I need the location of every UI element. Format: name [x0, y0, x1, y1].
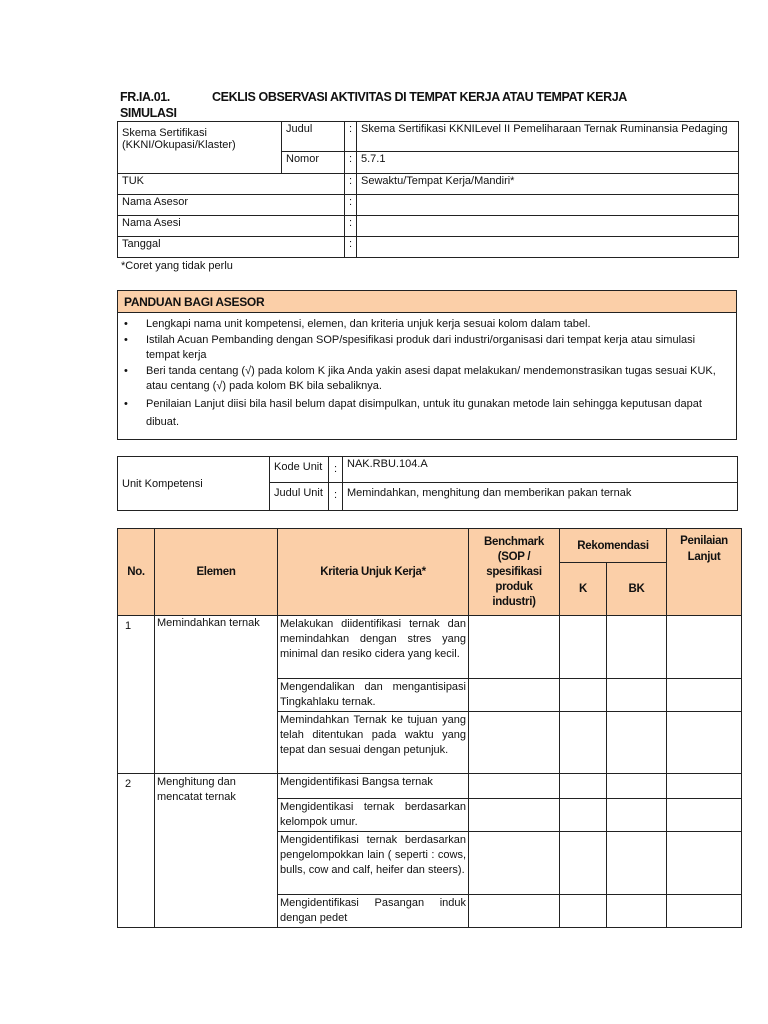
nomor-label: Nomor	[282, 152, 345, 174]
header-rekomendasi: Rekomendasi	[560, 529, 667, 563]
bk-checkbox-cell[interactable]	[607, 712, 667, 774]
judul-label: Judul	[282, 122, 345, 152]
unit-label: Unit Kompetensi	[118, 457, 270, 511]
k-checkbox-cell[interactable]	[560, 712, 607, 774]
benchmark-cell[interactable]	[469, 679, 560, 712]
table-row	[118, 616, 742, 679]
k-checkbox-cell[interactable]	[560, 895, 607, 928]
kuk-cell: Memindahkan Ternak ke tujuan yang telah ditentukan pada waktu yang tepat dan sesuai dengan petunjuk.	[278, 712, 469, 774]
k-checkbox-cell[interactable]	[560, 832, 607, 895]
table-row	[118, 774, 742, 799]
row-number: 2	[118, 774, 155, 928]
bullet-icon: •	[124, 364, 128, 377]
tanggal-label: Tanggal	[118, 237, 345, 258]
form-code: FR.IA.01.	[120, 90, 170, 104]
form-title: CEKLIS OBSERVASI AKTIVITAS DI TEMPAT KERJA ATAU TEMPAT KERJA	[212, 90, 627, 104]
header-no: No.	[118, 529, 155, 616]
elemen-cell: Memindahkan ternak	[155, 616, 278, 774]
penilaian-cell[interactable]	[667, 799, 742, 832]
penilaian-cell[interactable]	[667, 679, 742, 712]
bk-checkbox-cell[interactable]	[607, 895, 667, 928]
header-elemen: Elemen	[155, 529, 278, 616]
nama-asesor-label: Nama Asesor	[118, 195, 345, 216]
penilaian-cell[interactable]	[667, 895, 742, 928]
penilaian-cell[interactable]	[667, 832, 742, 895]
bullet-icon: •	[124, 318, 128, 330]
skema-label: Skema Sertifikasi	[122, 127, 207, 139]
k-checkbox-cell[interactable]	[560, 616, 607, 679]
benchmark-cell[interactable]	[469, 616, 560, 679]
nama-asesi-label: Nama Asesi	[118, 216, 345, 237]
elemen-cell: Menghitung dan mencatat ternak	[155, 774, 278, 928]
kuk-cell: Mengidentifikasi Bangsa ternak	[278, 774, 469, 799]
colon: :	[345, 174, 357, 195]
kuk-cell: Mengidentifikasi ternak berdasarkan pengelompokkan lain ( seperti : cows, bulls, cow and calf, heifer dan steers).	[278, 832, 469, 895]
bullet-icon: •	[124, 333, 128, 346]
bk-checkbox-cell[interactable]	[607, 832, 667, 895]
checklist-table	[117, 528, 742, 928]
skema-sublabel: (KKNI/Okupasi/Klaster)	[122, 139, 236, 151]
tanggal-value[interactable]	[357, 237, 739, 258]
colon: :	[345, 237, 357, 258]
scheme-info-table	[117, 121, 739, 258]
panduan-item: • Penilaian Lanjut diisi bila hasil belum dapat disimpulkan, untuk itu gunakan metode lain sehingga keputusan dapat dibuat.	[124, 395, 724, 431]
judul-unit-label: Judul Unit	[270, 483, 329, 511]
panduan-title: PANDUAN BAGI ASESOR	[118, 291, 736, 313]
penilaian-cell[interactable]	[667, 774, 742, 799]
footnote: *Coret yang tidak perlu	[121, 260, 233, 272]
k-checkbox-cell[interactable]	[560, 679, 607, 712]
colon: :	[329, 483, 343, 511]
nama-asesi-value[interactable]	[357, 216, 739, 237]
tuk-label: TUK	[118, 174, 345, 195]
benchmark-cell[interactable]	[469, 895, 560, 928]
kode-unit-label: Kode Unit	[270, 457, 329, 483]
header-penilaian-lanjut: Penilaian Lanjut	[667, 529, 742, 616]
bk-checkbox-cell[interactable]	[607, 679, 667, 712]
panduan-item: • Lengkapi nama unit kompetensi, elemen, dan kriteria unjuk kerja sesuai kolom dalam tabel.	[124, 317, 724, 333]
panduan-item: • Beri tanda centang (√) pada kolom K jika Anda yakin asesi dapat melakukan/ mendemonstrasikan tugas sesuai KUK, atau centang (√) pada kolom BK bila sebaliknya.	[124, 364, 716, 392]
k-checkbox-cell[interactable]	[560, 799, 607, 832]
nama-asesor-value[interactable]	[357, 195, 739, 216]
penilaian-cell[interactable]	[667, 616, 742, 679]
penilaian-cell[interactable]	[667, 712, 742, 774]
colon: :	[345, 195, 357, 216]
panduan-item: • Istilah Acuan Pembanding dengan SOP/spesifikasi produk dari industri/organisasi dari tempat kerja atau simulasi tempat kerja	[124, 333, 696, 361]
kuk-cell: Melakukan diidentifikasi ternak dan memindahkan dengan stres yang minimal dan resiko cidera yang kecil.	[278, 616, 469, 679]
header-k: K	[560, 563, 607, 616]
colon: :	[345, 152, 357, 174]
kuk-cell: Mengendalikan dan mengantisipasi Tingkahlaku ternak.	[278, 679, 469, 712]
form-title-continuation: SIMULASI	[120, 106, 177, 120]
kuk-cell: Mengidentifikasi Pasangan induk dengan pedet	[278, 895, 469, 928]
panduan-box	[117, 290, 737, 440]
bullet-icon: •	[124, 397, 128, 410]
judul-unit-value: Memindahkan, menghitung dan memberikan pakan ternak	[343, 483, 738, 511]
bk-checkbox-cell[interactable]	[607, 799, 667, 832]
colon: :	[345, 216, 357, 237]
benchmark-cell[interactable]	[469, 799, 560, 832]
kuk-cell: Mengidentikasi ternak berdasarkan kelompok umur.	[278, 799, 469, 832]
bk-checkbox-cell[interactable]	[607, 616, 667, 679]
benchmark-cell[interactable]	[469, 712, 560, 774]
kode-unit-value: NAK.RBU.104.A	[343, 457, 738, 483]
nomor-value: 5.7.1	[357, 152, 739, 174]
bk-checkbox-cell[interactable]	[607, 774, 667, 799]
panduan-list	[124, 317, 724, 431]
colon: :	[329, 457, 343, 483]
colon: :	[345, 122, 357, 152]
unit-table	[117, 456, 738, 511]
k-checkbox-cell[interactable]	[560, 774, 607, 799]
skema-cell	[118, 122, 282, 174]
row-number: 1	[118, 616, 155, 774]
header-bk: BK	[607, 563, 667, 616]
header-kuk: Kriteria Unjuk Kerja*	[278, 529, 469, 616]
judul-value: Skema Sertifikasi KKNILevel II Pemeliharaan Ternak Ruminansia Pedaging	[357, 122, 739, 152]
benchmark-cell[interactable]	[469, 832, 560, 895]
tuk-value: Sewaktu/Tempat Kerja/Mandiri*	[357, 174, 739, 195]
header-benchmark: Benchmark (SOP / spesifikasi produk industri)	[469, 529, 560, 616]
benchmark-cell[interactable]	[469, 774, 560, 799]
